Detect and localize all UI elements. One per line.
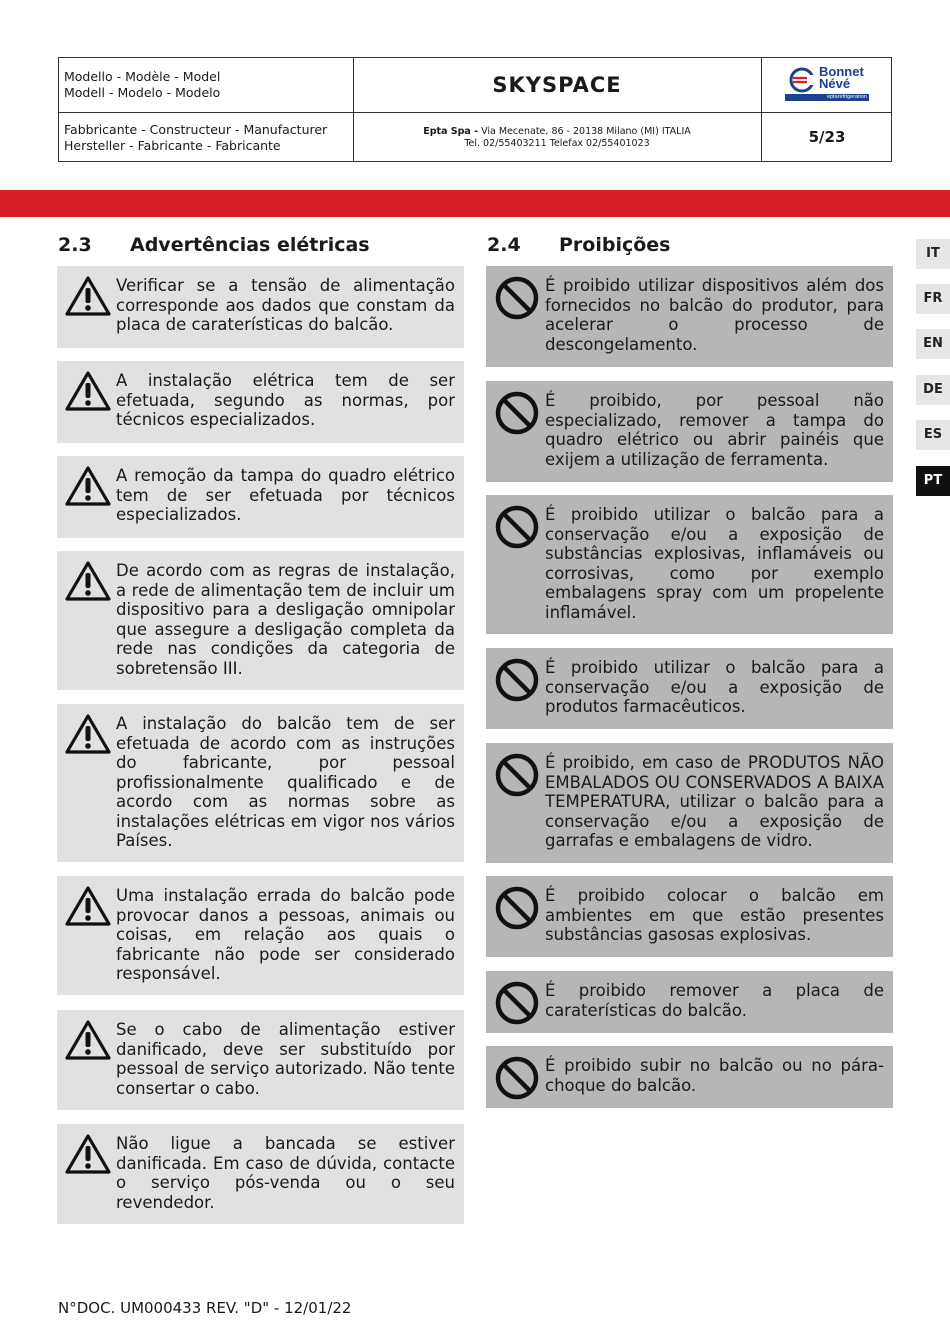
page-number: 5/23: [808, 128, 846, 146]
lang-tab-de[interactable]: DE: [916, 375, 950, 405]
prohibition-icon: [494, 980, 540, 1026]
warning-box: Verificar se a tensão de alimentação corresponde aos dados que constam da placa de caraterísticas do balcão.: [57, 266, 464, 348]
prohibition-box: É proibido colocar o balcão em ambientes em que estão presentes substâncias gasosas explosivas.: [486, 876, 893, 957]
warning-triangle-icon: [65, 1019, 111, 1061]
prohibition-icon: [494, 1055, 540, 1101]
manufacturer-label: Fabbricante - Constructeur - Manufacturer Hersteller - Fabricante - Fabricante: [64, 122, 328, 153]
warning-box: Não ligue a bancada se estiver danificada. Em caso de dúvida, contacte o serviço pós-venda ou o seu revendedor.: [57, 1124, 464, 1224]
warning-box: A remoção da tampa do quadro elétrico tem de ser efetuada por técnicos especializados.: [57, 456, 464, 538]
warning-box: A instalação do balcão tem de ser efetuada de acordo com as instruções do fabricante, por pessoal profissionalmente qualificado e de acordo com as normas sobre as instalações elétricas em vigor nos vários Países.: [57, 704, 464, 862]
warning-triangle-icon: [65, 885, 111, 927]
warning-box: Uma instalação errada do balcão pode provocar danos a pessoas, animais ou coisas, em relação aos quais o fabricante não pode ser considerado responsável.: [57, 876, 464, 995]
prohibition-box: É proibido remover a placa de caraterísticas do balcão.: [486, 971, 893, 1033]
lang-tab-fr[interactable]: FR: [916, 284, 950, 314]
brand-logo: Bonnet Névé eptarefrigeration: [761, 58, 893, 112]
prohibition-box: É proibido utilizar dispositivos além dos fornecidos no balcão do produtor, para acelerar o processo de descongelamento.: [486, 266, 893, 367]
warning-box: De acordo com as regras de instalação, a rede de alimentação tem de incluir um dispositivo para a desligação omnipolar que assegure a desligação completa da rede nas condições da categoria de sobretensão III.: [57, 551, 464, 690]
warning-triangle-icon: [65, 713, 111, 755]
warning-triangle-icon: [65, 275, 111, 317]
prohibition-icon: [494, 390, 540, 436]
prohibition-box: É proibido utilizar o balcão para a conservação e/ou a exposição de produtos farmacêuticos.: [486, 648, 893, 729]
prohibition-box: É proibido subir no balcão ou no pára-choque do balcão.: [486, 1046, 893, 1108]
prohibition-box: É proibido utilizar o balcão para a conservação e/ou a exposição de substâncias explosivas, inflamáveis ou corrosivas, como por exemplo embalagens spray com um propelente inflamável.: [486, 495, 893, 634]
prohibition-box: É proibido, em caso de PRODUTOS NÃO EMBALADOS OU CONSERVADOS A BAIXA TEMPERATURA, utilizar o balcão para a conservação e/ou a exposição de garrafas e embalagens de vidro.: [486, 743, 893, 863]
document-number: N°DOC. UM000433 REV. "D" - 12/01/22: [58, 1299, 352, 1317]
product-title: SKYSPACE: [492, 73, 622, 97]
prohibition-icon: [494, 885, 540, 931]
manufacturer-address: Epta Spa - Via Mecenate, 86 - 20138 Milano (MI) ITALIA Tel. 02/55403211 Telefax 02/55401023: [423, 126, 691, 149]
model-label: Modello - Modèle - Model Modell - Modelo - Modelo: [64, 69, 221, 100]
prohibition-icon: [494, 275, 540, 321]
document-header: [58, 57, 892, 162]
lang-tab-en[interactable]: EN: [916, 329, 950, 359]
warning-box: Se o cabo de alimentação estiver danificado, deve ser substituído por pessoal de serviço autorizado. Não tente consertar o cabo.: [57, 1010, 464, 1110]
prohibition-box: É proibido, por pessoal não especializado, remover a tampa do quadro elétrico ou abrir painéis que exijem a utilização de ferramenta.: [486, 381, 893, 482]
lang-tab-pt[interactable]: PT: [916, 466, 950, 496]
prohibition-icon: [494, 657, 540, 703]
warning-triangle-icon: [65, 1133, 111, 1175]
warning-triangle-icon: [65, 465, 111, 507]
section-title-prohibitions: 2.4 Proibições: [487, 234, 671, 256]
prohibition-icon: [494, 504, 540, 550]
warning-triangle-icon: [65, 370, 111, 412]
euro-swirl-icon: [787, 66, 819, 94]
lang-tab-it[interactable]: IT: [916, 239, 950, 269]
warning-box: A instalação elétrica tem de ser efetuada, segundo as normas, por técnicos especializados.: [57, 361, 464, 443]
lang-tab-es[interactable]: ES: [916, 420, 950, 450]
section-title-electrical: 2.3 Advertências elétricas: [58, 234, 370, 256]
prohibition-icon: [494, 752, 540, 798]
red-band: [0, 190, 950, 217]
warning-triangle-icon: [65, 560, 111, 602]
